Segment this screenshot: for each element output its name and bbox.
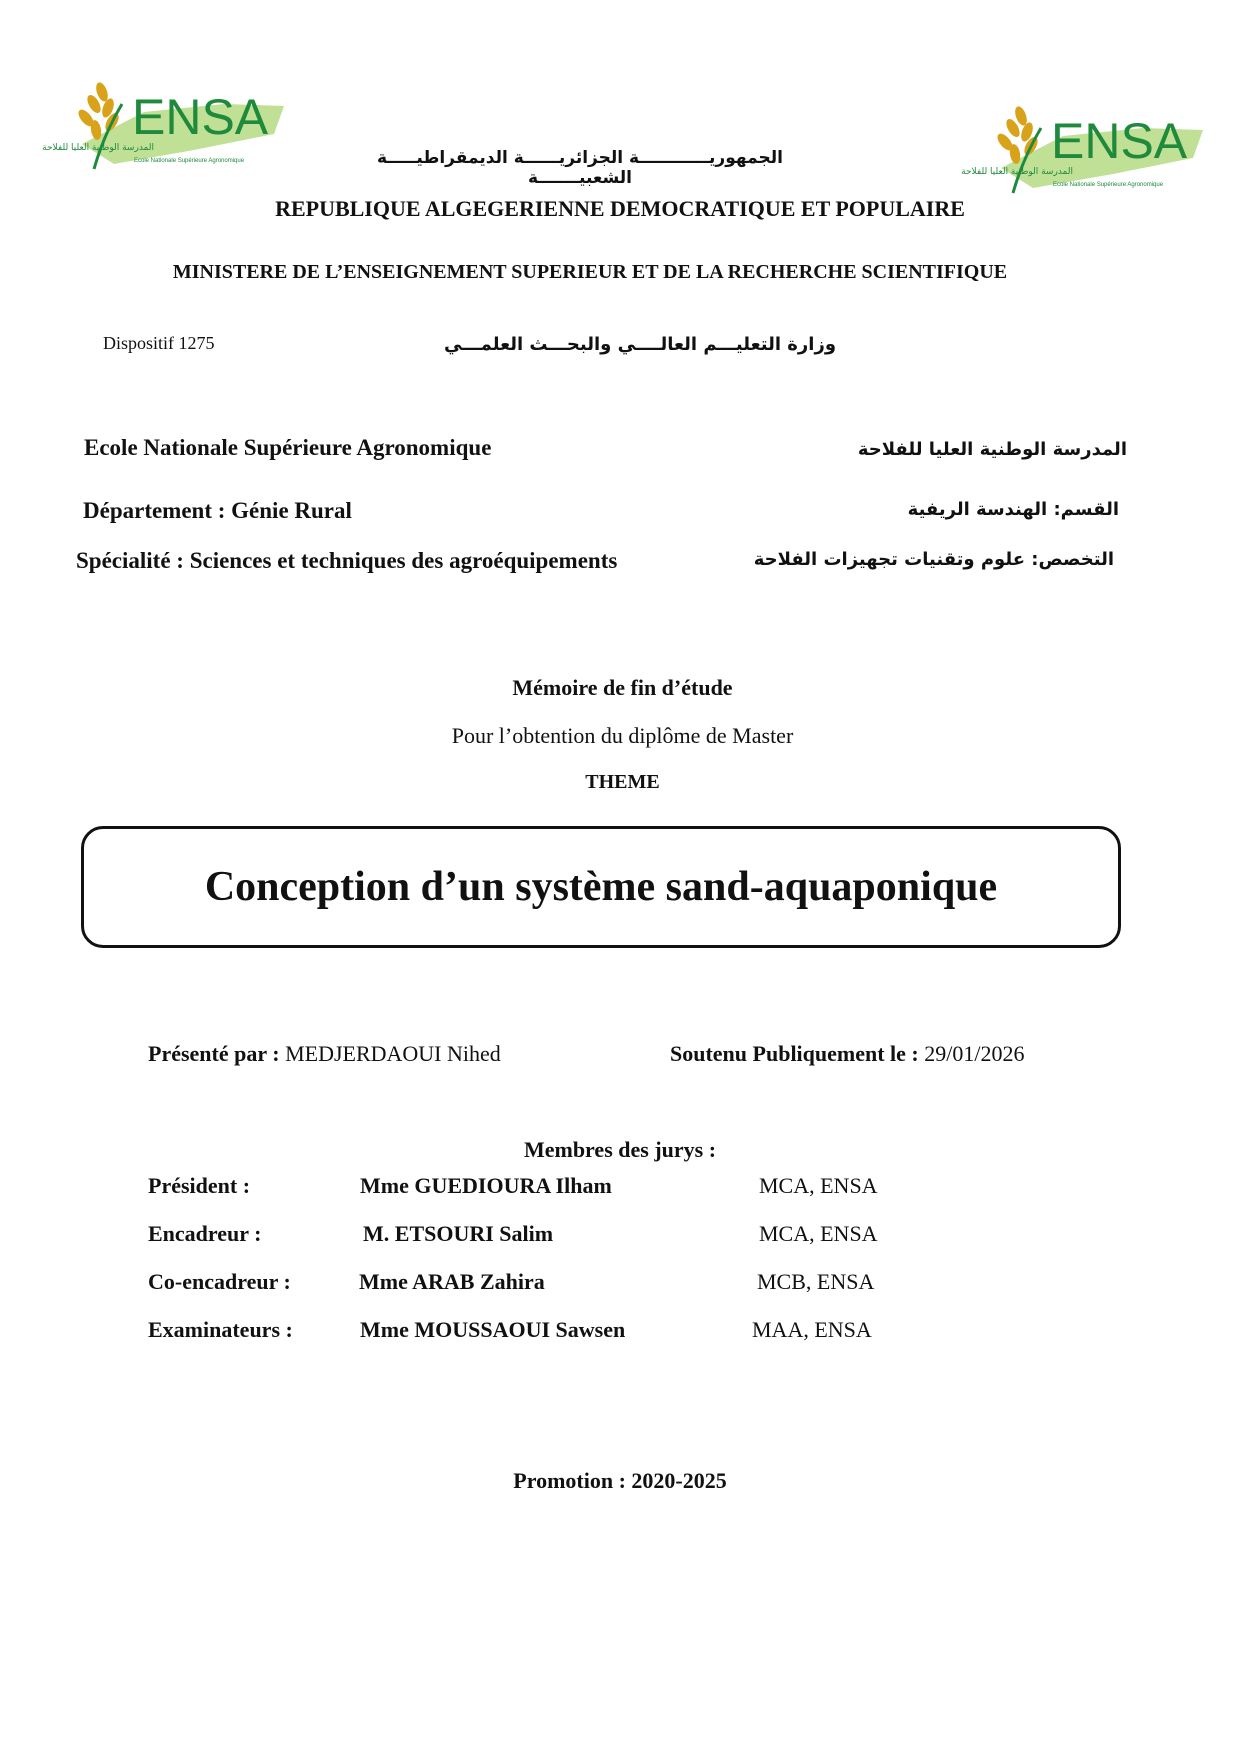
jury-name-president: Mme GUEDIOURA Ilham (360, 1173, 612, 1198)
arabic-ministry-heading: وزارة التعليـــم العالــــي والبحـــث العلمـــي (443, 334, 837, 355)
obtention-label: Pour l’obtention du diplôme de Master (451, 723, 794, 748)
logo-text: ENSA (132, 89, 269, 145)
logo-text: ENSA (1051, 113, 1188, 169)
defended-on (670, 1041, 1025, 1067)
ensa-logo-graphic (961, 98, 1208, 198)
promotion-label: Promotion : 2020-2025 (513, 1468, 727, 1493)
presented-by-value: MEDJERDAOUI Nihed (279, 1041, 501, 1066)
defended-on-label: Soutenu Publiquement le : (670, 1041, 919, 1066)
jury-role-co-encadreur: Co-encadreur : (148, 1269, 291, 1294)
department-fr: Département : Génie Rural (83, 498, 352, 523)
jury-name-encadreur: M. ETSOURI Salim (363, 1221, 554, 1246)
ministry-heading: MINISTERE DE L’ENSEIGNEMENT SUPERIEUR ET DE LA RECHERCHE SCIENTIFIQUE (172, 261, 1008, 283)
logo-subtitle-fr: Ecole Nationale Supérieure Agronomique (134, 158, 245, 164)
presented-by (148, 1041, 501, 1067)
defended-on-value: 29/01/2026 (918, 1041, 1025, 1066)
ensa-logo-left (42, 74, 289, 174)
logo-subtitle-ar: المدرسة الوطنية العليا للفلاحة (961, 167, 1073, 177)
jury-name-examinateurs: Mme MOUSSAOUI Sawsen (360, 1317, 626, 1342)
jury-role-examinateurs: Examinateurs : (148, 1317, 293, 1342)
logo-subtitle-ar: المدرسة الوطنية العليا للفلاحة (42, 143, 154, 153)
jury-role-encadreur: Encadreur : (148, 1221, 262, 1246)
jury-role-president: Président : (148, 1173, 251, 1198)
jury-heading: Membres des jurys : (523, 1137, 717, 1162)
republic-heading: REPUBLIQUE ALGEGERIENNE DEMOCRATIQUE ET POPULAIRE (275, 196, 965, 221)
arabic-republic-heading: الجمهوريــــــــــــة الجزائريــــــة الديمقراطيـــــة الشعبيـــــــة (377, 148, 783, 188)
specialty-fr: Spécialité : Sciences et techniques des agroéquipements (76, 548, 618, 573)
ensa-logo-graphic (42, 74, 289, 174)
jury-grade-examinateurs: MAA, ENSA (752, 1317, 872, 1342)
thesis-title-box (81, 826, 1121, 948)
jury-grade-co-encadreur: MCB, ENSA (757, 1269, 875, 1294)
presented-by-label: Présenté par : (148, 1041, 280, 1066)
memoire-label: Mémoire de fin d’étude (512, 675, 733, 700)
jury-grade-encadreur: MCA, ENSA (759, 1221, 878, 1246)
department-ar: القسم: الهندسة الريفية (907, 499, 1119, 520)
specialty-ar: التخصص: علوم وتقنيات تجهيزات الفلاحة (753, 549, 1114, 570)
logo-subtitle-fr: Ecole Nationale Supérieure Agronomique (1053, 182, 1164, 188)
school-name-fr: Ecole Nationale Supérieure Agronomique (84, 435, 492, 460)
school-name-ar: المدرسة الوطنية العليا للفلاحة (857, 439, 1127, 460)
ensa-logo-right (961, 98, 1208, 198)
thesis-title: Conception d’un système sand-aquaponique (204, 864, 998, 910)
jury-name-co-encadreur: Mme ARAB Zahira (359, 1269, 545, 1294)
dispositif-label: Dispositif 1275 (103, 333, 215, 353)
theme-label: THEME (585, 771, 660, 793)
jury-grade-president: MCA, ENSA (759, 1173, 878, 1198)
